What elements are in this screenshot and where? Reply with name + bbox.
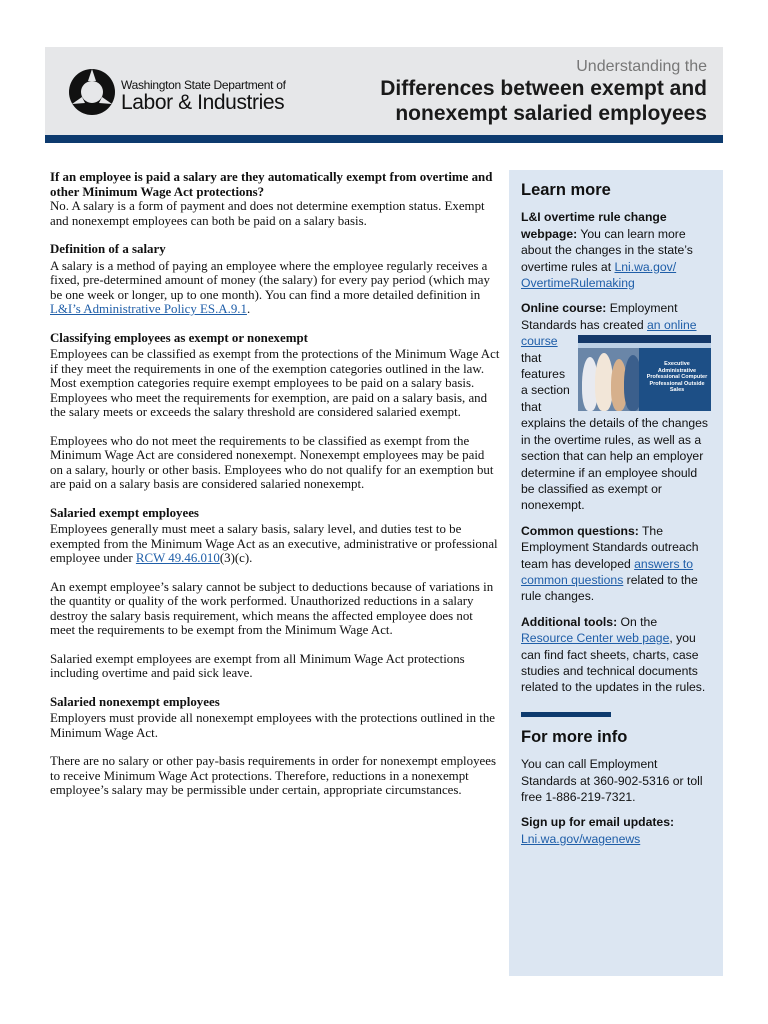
classifying-heading: Classifying employees as exempt or nonexempt — [50, 330, 308, 345]
title-kicker: Understanding the — [576, 58, 707, 75]
online-course-item — [521, 300, 711, 513]
learn-more-sidebar — [509, 170, 723, 976]
title-block — [380, 57, 707, 126]
q1-heading: If an employee is paid a salary are they automatically exempt from overtime and other Minimum Wage Act protections? — [50, 170, 493, 199]
photo[interactable] — [578, 335, 711, 411]
signup-item — [521, 814, 711, 847]
page-title-line1: Differences between exempt and — [380, 77, 707, 100]
common-questions-item — [521, 523, 711, 605]
more-info-heading: For more info — [521, 727, 628, 746]
wagenews-link[interactable]: Lni.wa.gov/wagenews — [521, 831, 641, 846]
agency-line2: Labor & Industries — [121, 91, 285, 114]
tools-text-1: On the — [617, 614, 658, 629]
call-text: You can call Employment Standards at 360-902-5316 or toll free 1-886-219-7321. — [521, 757, 703, 804]
exempt-text: Employees generally must meet a salary basis, salary level, and duties test to be exempted from the Minimum Wage Act as an executive, administrative or professional employee under — [50, 522, 498, 565]
header-rule — [45, 135, 723, 143]
salaried-nonexempt-heading: Salaried nonexempt employees — [50, 694, 220, 709]
sidebar-divider — [521, 712, 611, 717]
resource-center-link[interactable]: Resource Center web page — [521, 631, 670, 646]
course-categories-caption: Executive Administrative Professional Computer Professional Outside Sales — [646, 361, 708, 394]
rcw-link[interactable]: RCW 49.46.010 — [135, 551, 220, 565]
admin-policy-link[interactable]: L&I’s Administrative Policy ES.A.9.1 — [50, 302, 247, 316]
course-text-1: Employment Standards has created — [521, 301, 678, 332]
webpage-label: L&I overtime rule change webpage: — [521, 210, 667, 241]
classifying-body-2: Employees who do not meet the requirements to be classified as exempt from the Minimum Wage Act are considered nonexempt. Nonexempt employees may be paid on a salary, hourly or other basis. Employees who do not qualify for an exemption but are paid on a salary basis are considered salaried nonexempt. — [50, 433, 494, 491]
common-questions-link[interactable]: answers to common questions — [521, 556, 694, 587]
salaried-exempt-heading: Salaried exempt employees — [50, 505, 199, 520]
main-column — [50, 170, 500, 812]
page-title-line2: nonexempt salaried employees — [395, 102, 707, 125]
salaried-nonexempt-body-1: Employers must provide all nonexempt employees with the protections outlined in the Minimum Wage Act. — [50, 711, 495, 740]
agency-name — [121, 78, 286, 114]
tools-label: Additional tools: — [521, 614, 618, 629]
definition-body — [50, 259, 500, 317]
questions-text-2: related to the rule changes. — [521, 572, 698, 604]
salaried-nonexempt-body-2: There are no salary or other pay-basis requirements in order for nonexempt employees to receive Minimum Wage Act protections. Therefore, reductions in a nonexempt employee’s salary may be permissible under certain, appropriate circumstances. — [50, 754, 496, 797]
page-header — [45, 47, 723, 135]
classifying-body-1: Employees can be classified as exempt from the protections of the Minimum Wage Act if they meet the requirements in one of the exemption categories outlined in the law. Most exemption categories require exempt employees to be paid on a salary basis. Employees who meet the requirements for exemption, are paid on a salary basis, and the salary meets or exceeds the salary threshold are considered salaried exempt. — [50, 347, 500, 419]
salaried-exempt-body-2: An exempt employee’s salary cannot be subject to deductions because of variations in the quantity or quality of the work performed. Unauthorized reductions in a salary destroy the salary basis requirement, which means the affected employee does not meet the requirements to be exempt from the Minimum Wage Act. — [50, 579, 494, 637]
overtime-rulemaking-link[interactable]: Lni.wa.gov/ OvertimeRulemaking — [521, 259, 677, 291]
definition-heading: Definition of a salary — [50, 242, 166, 256]
definition-text: A salary is a method of paying an employee where the employee regularly receives a fixed, pre-determined amount of money (the salary) for every pay period (which may be one week or longer, up to one month). You can find a more detailed definition in — [50, 258, 490, 302]
tools-text-2: , you can find fact sheets, charts, case studies and technical documents related to the updates in the rules. — [521, 631, 706, 695]
lni-logo-icon — [67, 67, 117, 117]
definition-end: . — [246, 302, 251, 316]
agency-line1: Washington State Department of — [121, 78, 286, 92]
course-label: Online course: — [521, 301, 607, 316]
q1-body: No. A salary is a form of payment and does not determine exemption status. Exempt and nonexempt employees can both be paid on a salary basis. — [50, 199, 485, 228]
online-course-link[interactable]: an online course — [521, 317, 697, 349]
questions-text-1: The Employment Standards outreach team has developed — [521, 523, 699, 571]
webpage-text: You can learn more about the changes in the state’s overtime rules at — [521, 226, 693, 274]
salaried-exempt-body-3: Salaried exempt employees are exempt from all Minimum Wage Act protections including overtime and paid sick leave. — [50, 651, 465, 680]
course-banner-bar — [578, 335, 711, 343]
exempt-text-end: (3)(c). — [219, 551, 253, 565]
webpage-item — [521, 209, 711, 291]
learn-more-heading: Learn more — [521, 181, 611, 199]
course-text-2: that features a section that explains the details of the changes in the overtime rules, as well as a section that can help an employer determine if an employee should be classified as exempt or nonexempt. — [521, 350, 709, 513]
signup-label: Sign up for email updates: — [521, 815, 675, 830]
questions-label: Common questions: — [521, 523, 639, 538]
additional-tools-item — [521, 614, 711, 696]
salaried-exempt-body-1 — [50, 522, 500, 566]
